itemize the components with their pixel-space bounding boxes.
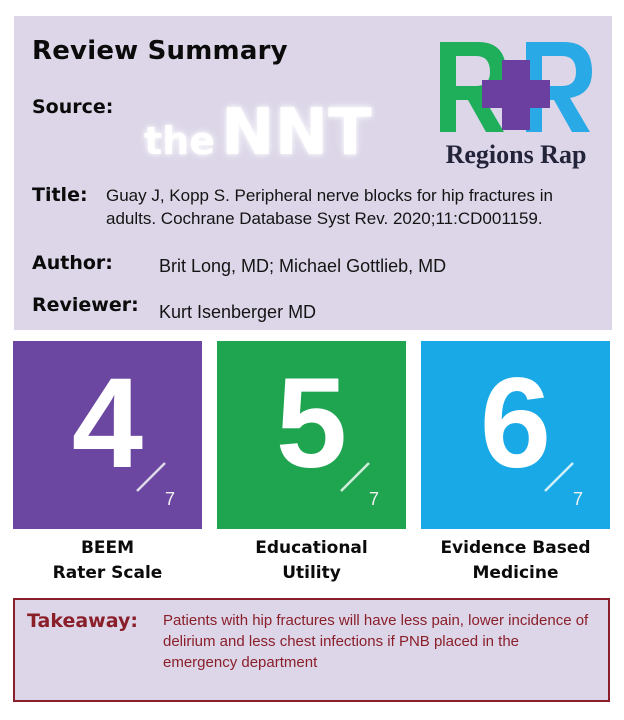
source-logo-big: NNT (221, 96, 372, 170)
review-summary-panel (14, 16, 612, 330)
title-label: Title: (32, 184, 88, 206)
source-logo (144, 96, 372, 170)
takeaway-label: Takeaway: (27, 610, 138, 632)
score-denominator: 7 (165, 489, 176, 509)
regions-rap-logo (426, 32, 606, 182)
score-card-beem (13, 341, 202, 529)
source-logo-small: the (144, 119, 215, 163)
takeaway-text: Patients with hip fractures will have less pain, lower incidence of delirium and less chest infections if PNB placed in the emergency department (163, 612, 589, 671)
rr-logo-icon (426, 32, 606, 140)
score-denominator: 7 (369, 489, 380, 509)
score-card-educational (217, 341, 406, 529)
citation-text: Guay J, Kopp S. Peripheral nerve blocks for hip fractures in adults. Cochrane Database Syst Rev. 2020;11:CD001159. (106, 186, 553, 228)
score-value: 4 (71, 352, 144, 495)
score-card-ebm (421, 341, 610, 529)
caption-educational (217, 536, 406, 586)
reviewer-value: Kurt Isenberger MD (159, 302, 317, 322)
author-value: Brit Long, MD; Michael Gottlieb, MD (159, 256, 447, 276)
caption-beem (13, 536, 202, 586)
takeaway-box (13, 598, 610, 702)
reviewer-label: Reviewer: (32, 294, 139, 316)
page-title: Review Summary (32, 36, 288, 66)
caption-ebm (421, 536, 610, 586)
source-label: Source: (32, 96, 114, 118)
brand-name: Regions Rap (445, 140, 587, 169)
caption-line: Evidence Based (440, 538, 591, 558)
score-denominator: 7 (573, 489, 584, 509)
caption-line: Medicine (472, 563, 559, 583)
caption-line: Utility (282, 563, 341, 583)
caption-line: Educational (255, 538, 368, 558)
caption-line: BEEM (80, 538, 135, 558)
score-value: 6 (479, 352, 552, 495)
score-value: 5 (275, 352, 348, 495)
score-cards (0, 341, 624, 531)
author-label: Author: (32, 252, 113, 274)
caption-line: Rater Scale (52, 563, 163, 583)
